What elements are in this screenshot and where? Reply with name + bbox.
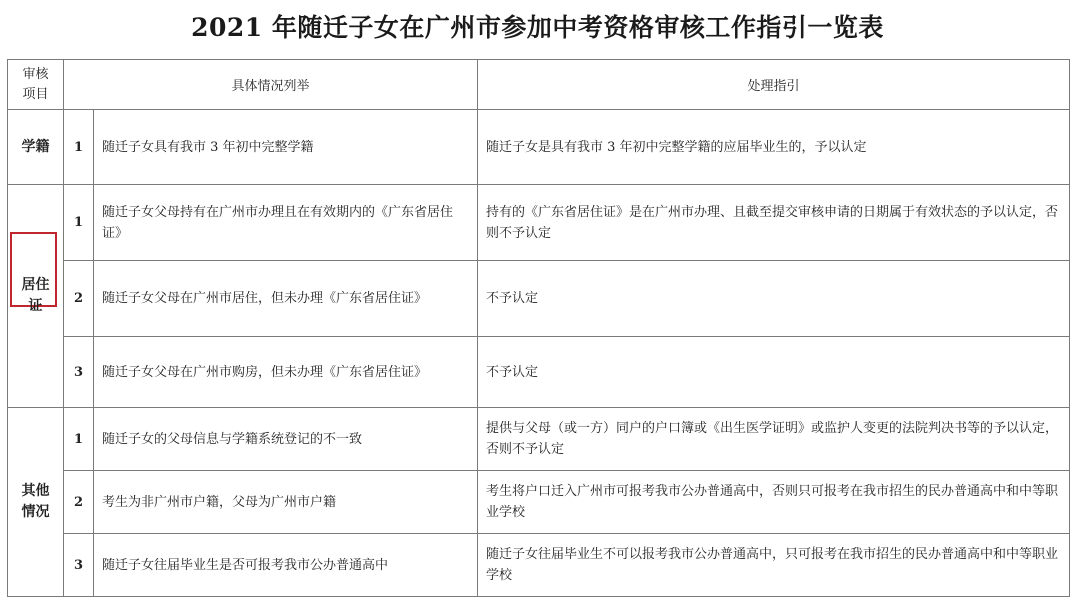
case-cell: 随迁子女具有我市 3 年初中完整学籍 <box>94 110 478 185</box>
guide-cell: 随迁子女往届毕业生不可以报考我市公办普通高中，只可报考在我市招生的民办普通高中和中等职业学校 <box>478 534 1070 597</box>
case-cell: 考生为非广州市户籍，父母为广州市户籍 <box>94 471 478 534</box>
header-case: 具体情况列举 <box>64 60 478 110</box>
header-guide: 处理指引 <box>478 60 1070 110</box>
table-row <box>8 185 1070 261</box>
guide-cell: 持有的《广东省居住证》是在广州市办理、且截至提交审核申请的日期属于有效状态的予以认定，否则不予认定 <box>478 185 1070 261</box>
category-other: 其他情况 <box>8 408 64 597</box>
table-row <box>8 408 1070 471</box>
row-number: 3 <box>64 534 94 597</box>
row-number: 3 <box>64 337 94 408</box>
case-cell: 随迁子女父母在广州市购房，但未办理《广东省居住证》 <box>94 337 478 408</box>
table-row <box>8 471 1070 534</box>
guide-cell: 不予认定 <box>478 337 1070 408</box>
case-cell: 随迁子女父母持有在广州市办理且在有效期内的《广东省居住证》 <box>94 185 478 261</box>
table-row <box>8 110 1070 185</box>
case-cell: 随迁子女父母在广州市居住，但未办理《广东省居住证》 <box>94 261 478 337</box>
category-juzhuzheng: 居住证 <box>8 185 64 408</box>
case-cell: 随迁子女的父母信息与学籍系统登记的不一致 <box>94 408 478 471</box>
row-number: 2 <box>64 261 94 337</box>
page-title: 2021 年随迁子女在广州市参加中考资格审核工作指引一览表 <box>191 13 884 42</box>
header-review-item: 审核项目 <box>8 60 64 110</box>
table-row <box>8 534 1070 597</box>
guide-cell: 随迁子女是具有我市 3 年初中完整学籍的应届毕业生的，予以认定 <box>478 110 1070 185</box>
table-row <box>8 261 1070 337</box>
guide-cell: 提供与父母（或一方）同户的户口簿或《出生医学证明》或监护人变更的法院判决书等的予以认定，否则不予认定 <box>478 408 1070 471</box>
case-cell: 随迁子女往届毕业生是否可报考我市公办普通高中 <box>94 534 478 597</box>
row-number: 2 <box>64 471 94 534</box>
table-row <box>8 337 1070 408</box>
row-number: 1 <box>64 408 94 471</box>
guide-cell: 考生将户口迁入广州市可报考我市公办普通高中，否则只可报考在我市招生的民办普通高中和中等职业学校 <box>478 471 1070 534</box>
guide-cell: 不予认定 <box>478 261 1070 337</box>
guideline-table <box>7 59 1070 597</box>
table-header-row <box>8 60 1070 110</box>
row-number: 1 <box>64 185 94 261</box>
row-number: 1 <box>64 110 94 185</box>
category-xueji: 学籍 <box>8 110 64 185</box>
